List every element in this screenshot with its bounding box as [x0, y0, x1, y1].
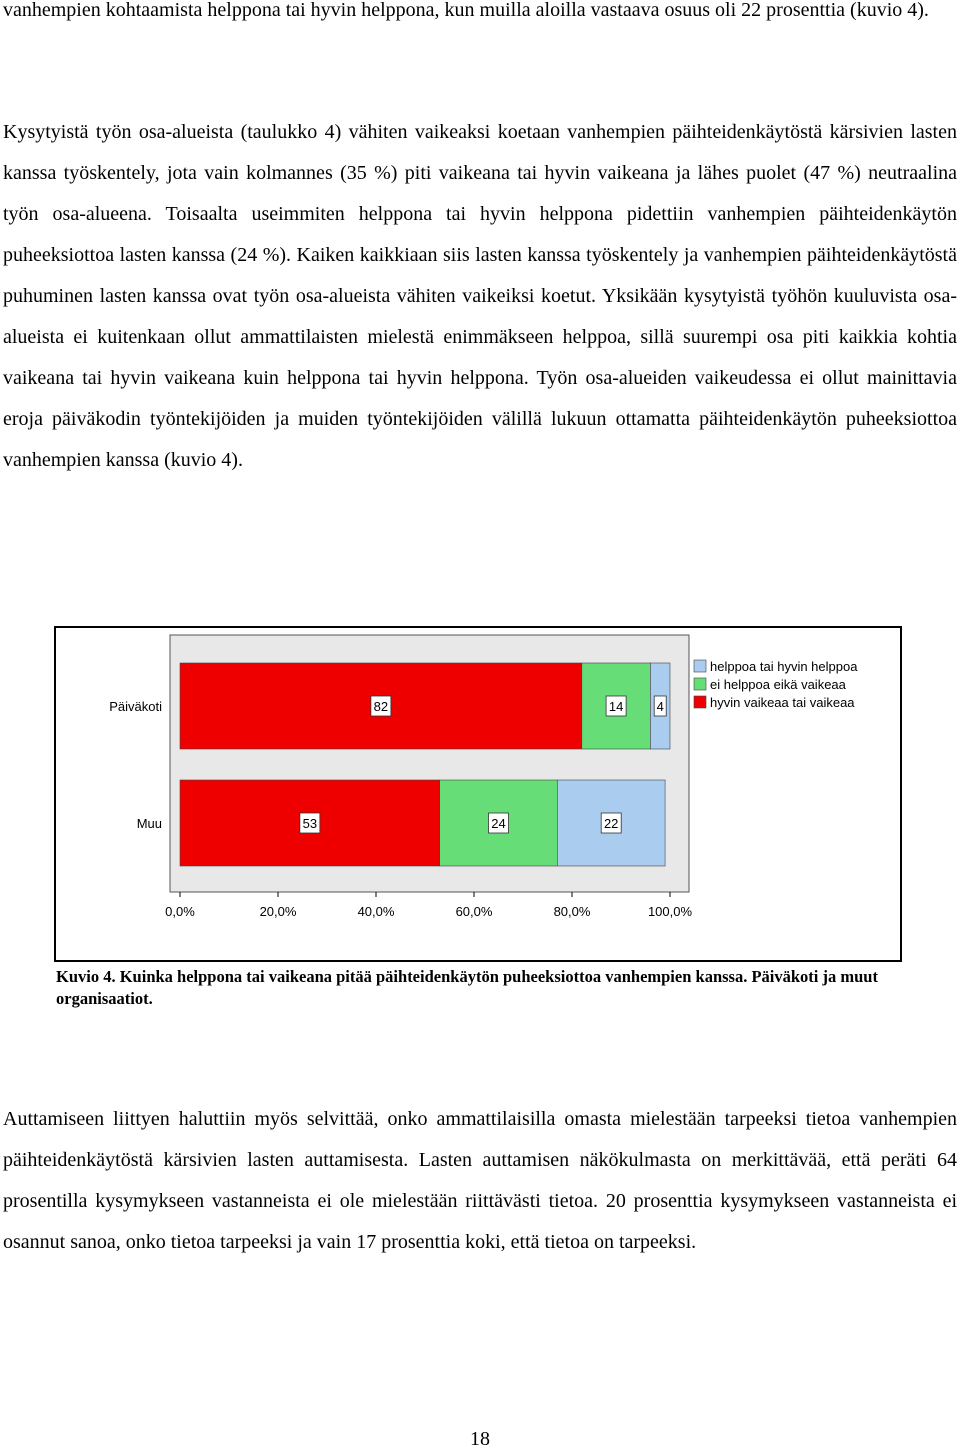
page-number: 18: [470, 1428, 490, 1450]
data-label: 14: [608, 699, 624, 714]
legend-label: ei helppoa eikä vaikeaa: [710, 677, 846, 692]
legend-swatch: [694, 696, 706, 708]
x-tick-label: 40,0%: [357, 904, 395, 919]
category-label: Päiväkoti: [109, 699, 162, 714]
figure-4: [54, 626, 902, 962]
paragraph-3: Auttamiseen liittyen haluttiin myös selvittää, onko ammattilaisilla omasta mielestään tarpeeksi tietoa vanhempien päihteidenkäytöstä kärsivien lasten auttamisesta. Lasten auttamisen näkökulmasta on merkittävää, että peräti 64 prosentilla kysymykseen vastanneista ei ole mielestään riittävästi tietoa. 20 prosenttia kysymykseen vastanneista ei osannut sanoa, onko tietoa tarpeeksi ja vain 17 prosenttia koki, että tietoa on tarpeeksi.: [3, 1108, 957, 1253]
data-label: 82: [373, 699, 389, 714]
legend-label: helppoa tai hyvin helppoa: [710, 659, 858, 674]
x-tick-label: 0,0%: [165, 904, 195, 919]
legend-label: hyvin vaikeaa tai vaikeaa: [710, 695, 855, 710]
data-label: 22: [603, 816, 619, 831]
figure-caption: Kuvio 4. Kuinka helppona tai vaikeana pitää päihteidenkäytön puheeksiottoa vanhempien kanssa. Päiväkoti ja muut organisaatiot.: [56, 967, 878, 1008]
data-label: 53: [302, 816, 318, 831]
x-tick-label: 80,0%: [553, 904, 591, 919]
paragraph-1: vanhempien kohtaamista helppona tai hyvin helppona, kun muilla aloilla vastaava osuus oli 22 prosenttia (kuvio 4).: [3, 0, 929, 21]
legend-swatch: [694, 660, 706, 672]
stacked-bar-chart: [56, 628, 900, 960]
x-tick-label: 20,0%: [259, 904, 297, 919]
data-label: 4: [656, 699, 664, 714]
data-label: 24: [491, 816, 506, 831]
x-tick-label: 60,0%: [455, 904, 493, 919]
paragraph-2: Kysytyistä työn osa-alueista (taulukko 4) vähiten vaikeaksi koetaan vanhempien päihteidenkäytöstä kärsivien lasten kanssa työskentely, jota vain kolmannes (35 %) piti vaikeana tai hyvin vaikeana ja lähes puolet (47 %) neutraalina työn osa-alueena. Toisaalta useimmiten helppona tai hyvin helppona pidettiin vanhempien päihteidenkäytön puheeksiottoa lasten kanssa (24 %). Kaiken kaikkiaan siis lasten kanssa työskentely ja vanhempien päihteidenkäytöstä puhuminen lasten kanssa ovat työn osa-alueista vähiten vaikeiksi koetut. Yksikään kysytyistä työhön kuuluvista osa-alueista ei kuitenkaan ollut ammattilaisten mielestä enimmäkseen helppoa, sillä suurempi osa piti kaikkia kohtia vaikeana tai hyvin vaikeana kuin helppona tai hyvin helppona. Työn osa-alueiden vaikeudessa ei ollut mainittavia eroja päiväkodin työntekijöiden ja muiden työntekijöiden välillä lukuun ottamatta päihteidenkäytön puheeksiottoa vanhempien kanssa (kuvio 4).: [3, 121, 957, 471]
legend-swatch: [694, 678, 706, 690]
x-tick-label: 100,0%: [647, 904, 693, 919]
category-label: Muu: [136, 816, 162, 831]
